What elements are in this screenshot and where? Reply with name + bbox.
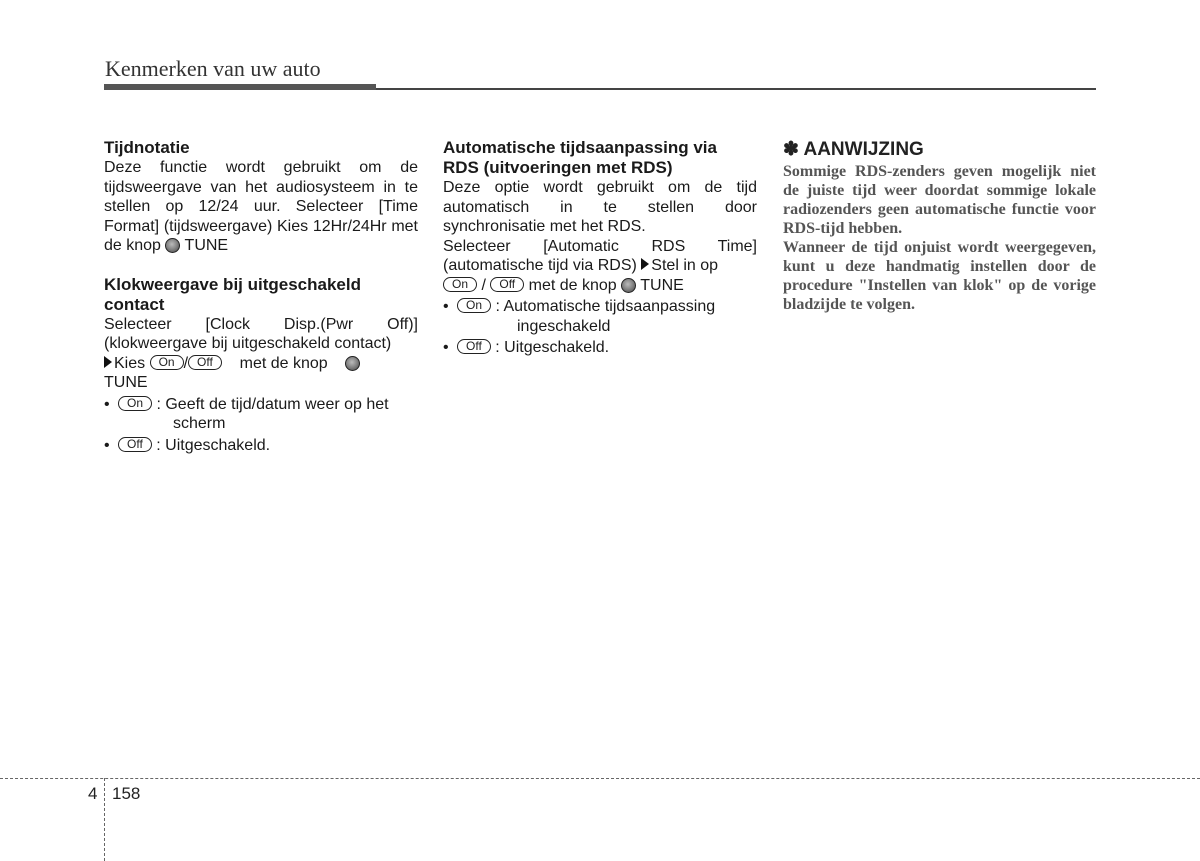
footer-dashed-divider [104,778,105,861]
list-item-text: : Automatische tijdsaanpassing [495,298,716,315]
tune-label: TUNE [104,374,148,391]
list-item-continuation: scherm [173,415,226,432]
section-text-time-format [104,158,418,256]
section-title-time-format: Tijdnotatie [104,138,190,157]
list-item [443,338,757,358]
rds-select-text: Selecteer [Automatic RDS Time] (automatische tijd via RDS) [443,237,757,274]
rds-paragraph-1: Deze optie wordt gebruikt om de tijd automatisch in te stellen door synchronisatie met het RDS. [443,179,757,235]
column-left [104,138,418,455]
met-de-knop-label: met de knop [528,276,617,294]
tune-label: TUNE [640,276,684,294]
list-item [104,436,418,456]
bullet-dot: • [443,339,449,356]
page-header-title: Kenmerken van uw auto [105,56,321,81]
note-paragraph-2: Wanneer de tijd onjuist wordt weergegeven, kunt u deze handmatig instellen door de procedure "Instellen van klok" op de vorige bladzijde te volgen. [783,239,1096,313]
list-item-text: : Uitgeschakeld. [495,339,610,356]
list-item-continuation: ingeschakeld [517,317,611,335]
bullet-dot: • [104,395,110,413]
note-title: ✽ AANWIJZING [783,139,924,160]
rds-paragraph-2: Selecteer [Automatic RDS Time] (automatische tijd via RDS) Stel in op On / Off met de knop TUNE [443,237,757,294]
time-format-text: Deze functie wordt gebruikt om de tijdsweergave van het audiosysteem in te stellen op 12/24 uur. Selecteer [Time Format] (tijdsweergave) Kies 12Hr/24Hr met de knop [104,159,418,254]
tune-label: TUNE [184,237,229,254]
off-pill: Off [457,339,491,354]
list-item-text: : Geeft de tijd/datum weer op het [156,395,389,413]
list-item [443,297,757,336]
off-pill: Off [490,277,524,292]
note-paragraph-1: Sommige RDS-zenders geven mogelijk niet de juiste tijd weer doordat sommige lokale radiozenders geen automatische functie voor RDS-tijd hebben. [783,163,1096,237]
header-rule-thick [104,84,376,90]
bullet-dot: • [104,436,110,454]
section-text-clock-display: Selecteer [Clock Disp.(Pwr Off)] (klokweergave bij uitgeschakeld contact) Kies On / Off met de knop TUNE [104,315,418,391]
column-middle [443,138,757,358]
met-de-knop-label: met de knop [239,354,328,372]
section-title-rds-time: Automatische tijdsaanpassing via RDS (uitvoeringen met RDS) [443,138,717,177]
on-pill: On [150,355,184,370]
chapter-number: 4 [88,784,98,803]
arrow-right-icon [104,356,112,368]
tune-knob-icon [621,278,636,293]
section-title-clock-display: Klokweergave bij uitgeschakeld contact [104,274,361,314]
column-right-note [783,138,1096,314]
kies-label: Kies [114,354,146,372]
bullet-dot: • [443,298,449,315]
tune-knob-icon [165,238,180,253]
header-rule-thin [376,88,1096,90]
off-pill: Off [118,437,152,452]
on-pill: On [443,277,477,292]
stel-in-op-label: Stel in op [651,257,719,274]
on-pill: On [457,298,491,313]
off-pill: Off [188,355,222,370]
page-number: 158 [112,784,141,803]
clock-display-text: Selecteer [Clock Disp.(Pwr Off)] (klokweergave bij uitgeschakeld contact) [104,315,418,352]
arrow-right-icon [641,258,649,270]
tune-knob-icon [345,356,360,371]
list-item [104,395,418,434]
on-pill: On [118,396,152,411]
footer-dashed-rule [0,778,1200,779]
list-item-text: : Uitgeschakeld. [156,436,271,454]
